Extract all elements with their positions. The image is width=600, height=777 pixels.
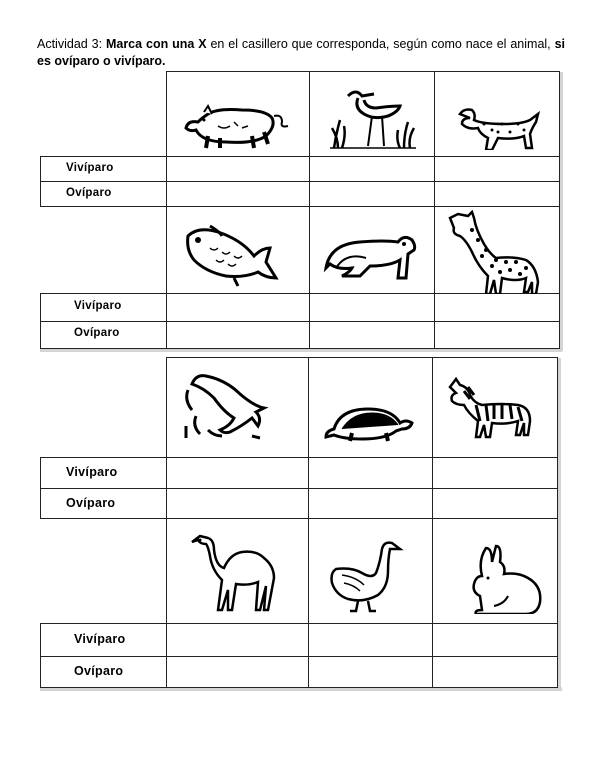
answer-cell-giraffe-viviparo[interactable] [434, 293, 560, 322]
heron-icon [326, 86, 420, 152]
dog-icon [448, 102, 544, 150]
row-label-viviparo: Vivíparo [66, 162, 114, 174]
answer-cell-rabbit-viviparo[interactable] [432, 623, 558, 657]
frog-icon [322, 234, 420, 286]
answer-cell-heron-viviparo[interactable] [309, 156, 435, 182]
answer-cell-goose-viviparo[interactable] [308, 623, 433, 657]
answer-cell-goose-oviparo[interactable] [308, 656, 433, 688]
rabbit-icon [466, 544, 546, 614]
answer-cell-turtle-viviparo[interactable] [308, 457, 433, 489]
instructions-middle: en el casillero que corresponda, según como nace el animal, [206, 37, 555, 51]
answer-cell-frog-viviparo[interactable] [309, 293, 435, 322]
giraffe-icon [446, 210, 546, 294]
answer-cell-pig-oviparo[interactable] [166, 181, 310, 207]
row-label-viviparo: Vivíparo [74, 300, 122, 312]
answer-cell-camel-oviparo[interactable] [166, 656, 309, 688]
answer-cell-dog-viviparo[interactable] [434, 156, 560, 182]
answer-cell-rabbit-oviparo[interactable] [432, 656, 558, 688]
zebra-icon [446, 377, 536, 439]
row-label-oviparo: Ovíparo [66, 187, 112, 199]
answer-cell-zebra-oviparo[interactable] [432, 488, 558, 519]
answer-cell-fish-viviparo[interactable] [166, 293, 310, 322]
instructions [37, 36, 565, 70]
pig-icon [178, 96, 298, 152]
answer-cell-fish-oviparo[interactable] [166, 321, 310, 349]
row-label-oviparo: Ovíparo [74, 664, 124, 678]
instructions-bold-2: si es ovíparo o vivíparo. [37, 37, 565, 68]
row-label-viviparo: Vivíparo [66, 465, 118, 479]
camel-icon [188, 532, 278, 616]
answer-cell-frog-oviparo[interactable] [309, 321, 435, 349]
instructions-prefix: Actividad 3: [37, 37, 106, 51]
row-label-oviparo: Ovíparo [74, 327, 120, 339]
answer-cell-heron-oviparo[interactable] [309, 181, 435, 207]
answer-cell-zebra-viviparo[interactable] [432, 457, 558, 489]
instructions-bold-1: Marca con una X [105, 37, 207, 51]
dolphin-icon [182, 370, 274, 446]
answer-cell-turtle-oviparo[interactable] [308, 488, 433, 519]
answer-cell-dog-oviparo[interactable] [434, 181, 560, 207]
row-label-viviparo: Vivíparo [74, 632, 126, 646]
answer-cell-giraffe-oviparo[interactable] [434, 321, 560, 349]
answer-cell-dolphin-viviparo[interactable] [166, 457, 309, 489]
goose-icon [328, 541, 408, 613]
turtle-icon [322, 407, 414, 443]
answer-cell-camel-viviparo[interactable] [166, 623, 309, 657]
answer-cell-dolphin-oviparo[interactable] [166, 488, 309, 519]
row-label-oviparo: Ovíparo [66, 496, 116, 510]
answer-cell-pig-viviparo[interactable] [166, 156, 310, 182]
fish-icon [180, 222, 286, 288]
